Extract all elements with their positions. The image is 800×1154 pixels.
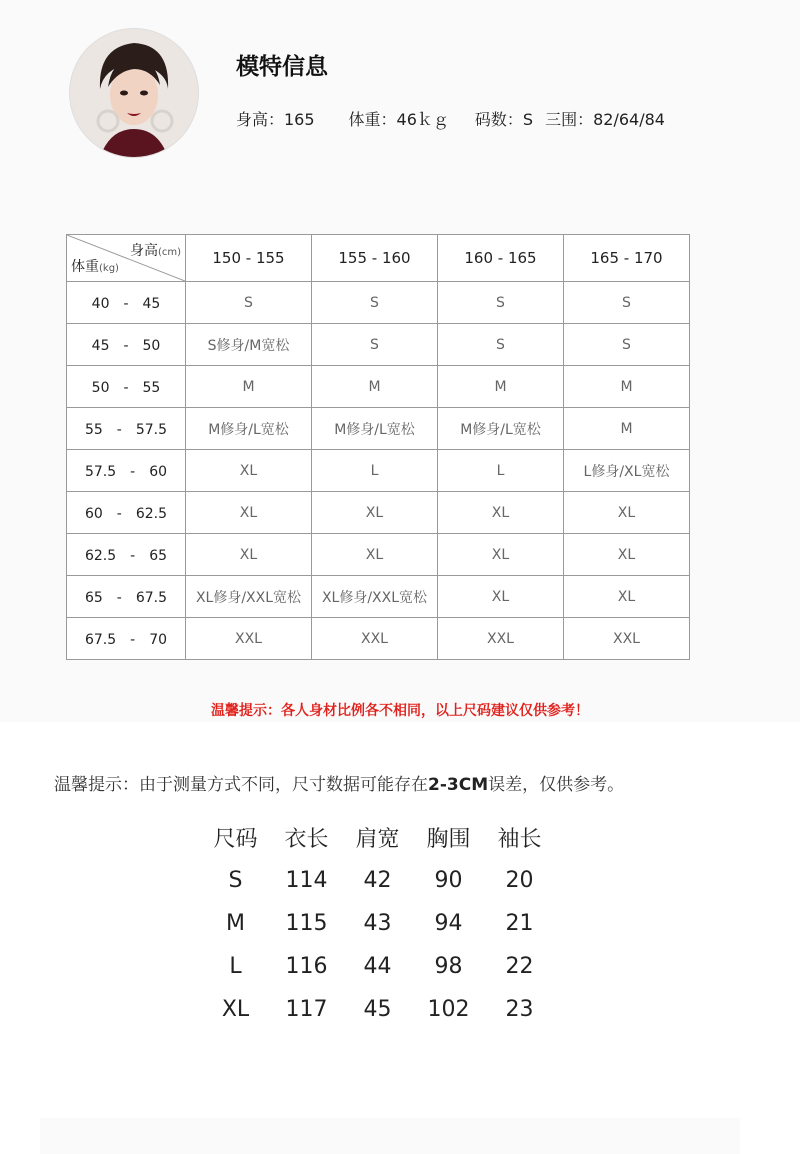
sleeve-value: 20 [505,868,534,893]
size-cell: S [186,282,312,324]
size-label: M [226,911,245,936]
size-label: S [228,868,243,893]
size-table-header-row [67,235,690,282]
size-cell: XL [186,534,312,576]
bottom-strip [40,1118,740,1154]
size-cell: XXL [564,618,690,660]
column-header: 袖长 [497,827,542,852]
shoulder-value: 43 [363,911,392,936]
measurement-table [200,816,555,1031]
size-cell: XL [186,492,312,534]
size-cell: XL [564,534,690,576]
length-value: 114 [285,868,328,893]
table-row [200,902,555,945]
weight-range: 50 - 55 [67,366,186,408]
size-cell: L [438,450,564,492]
height-column-header: 165 - 170 [564,235,690,282]
table-row [67,408,690,450]
model-info-title: 模特信息 [236,54,328,80]
table-row [67,366,690,408]
size-cell: S [564,324,690,366]
measurement-header-row [200,816,555,859]
weight-range: 62.5 - 65 [67,534,186,576]
table-row [67,576,690,618]
chest-value: 102 [427,997,470,1022]
sleeve-value: 23 [505,997,534,1022]
weight-range: 60 - 62.5 [67,492,186,534]
table-row [67,282,690,324]
size-cell: M [438,366,564,408]
size-cell: XL [438,534,564,576]
size-cell: XL [564,576,690,618]
size-cell: XXL [312,618,438,660]
size-cell: XL [186,450,312,492]
measurement-note-suffix: 误差，仅供参考。 [488,775,625,795]
measurement-note-tolerance: 2-3CM [428,775,489,795]
size-cell: M [186,366,312,408]
chest-value: 94 [434,911,463,936]
shoulder-value: 44 [363,954,392,979]
size-advice-note: 温馨提示：各人身材比例各不相同，以上尺码建议仅供参考！ [211,703,589,719]
table-row [200,988,555,1031]
size-label: XL [221,997,250,1022]
size-cell: XXL [438,618,564,660]
size-cell: XXL [186,618,312,660]
model-size: 码数：S [474,110,534,129]
size-cell: M修身/L宽松 [312,408,438,450]
size-cell: XL [438,492,564,534]
column-header: 衣长 [284,827,329,852]
weight-range: 55 - 57.5 [67,408,186,450]
size-cell: XL [564,492,690,534]
size-cell: XL修身/XXL宽松 [312,576,438,618]
table-row [67,492,690,534]
size-cell: M [312,366,438,408]
length-value: 117 [285,997,328,1022]
height-column-header: 155 - 160 [312,235,438,282]
size-cell: XL [438,576,564,618]
model-avatar [69,28,199,158]
height-column-header: 150 - 155 [186,235,312,282]
size-recommendation-table [66,234,690,660]
size-cell: L修身/XL宽松 [564,450,690,492]
height-axis-label: 身高(cm) [129,243,181,259]
size-table-corner [67,235,186,282]
table-row [67,324,690,366]
sleeve-value: 21 [505,911,534,936]
size-cell: XL [312,492,438,534]
size-cell: S [312,282,438,324]
size-cell: S [312,324,438,366]
measurement-note-prefix: 温馨提示：由于测量方式不同，尺寸数据可能存在 [54,775,428,795]
length-value: 116 [285,954,328,979]
size-cell: XL [312,534,438,576]
size-cell: L [312,450,438,492]
shoulder-value: 42 [363,868,392,893]
table-row [200,945,555,988]
model-weight: 体重：46ｋｇ [348,110,449,129]
size-cell: M [564,408,690,450]
sleeve-value: 22 [505,954,534,979]
size-cell: XL修身/XXL宽松 [186,576,312,618]
weight-range: 65 - 67.5 [67,576,186,618]
size-cell: M [564,366,690,408]
length-value: 115 [285,911,328,936]
size-cell: S [438,324,564,366]
table-row [67,534,690,576]
size-cell: S [564,282,690,324]
height-column-header: 160 - 165 [438,235,564,282]
weight-axis-label: 体重(kg) [71,259,119,275]
column-header: 胸围 [426,827,471,852]
weight-range: 45 - 50 [67,324,186,366]
weight-range: 67.5 - 70 [67,618,186,660]
shoulder-value: 45 [363,997,392,1022]
table-row [67,618,690,660]
model-stats [236,107,665,130]
measurement-note [54,770,624,795]
weight-range: 40 - 45 [67,282,186,324]
table-row [67,450,690,492]
size-cell: M修身/L宽松 [438,408,564,450]
column-header: 尺码 [213,827,258,852]
size-cell: M修身/L宽松 [186,408,312,450]
model-height: 身高：165 [236,110,315,129]
size-cell: S [438,282,564,324]
table-row [200,859,555,902]
size-label: L [229,954,242,979]
column-header: 肩宽 [355,827,400,852]
weight-range: 57.5 - 60 [67,450,186,492]
model-bust: 三围：82/64/84 [545,110,665,129]
chest-value: 90 [434,868,463,893]
size-cell: S修身/M宽松 [186,324,312,366]
chest-value: 98 [434,954,463,979]
